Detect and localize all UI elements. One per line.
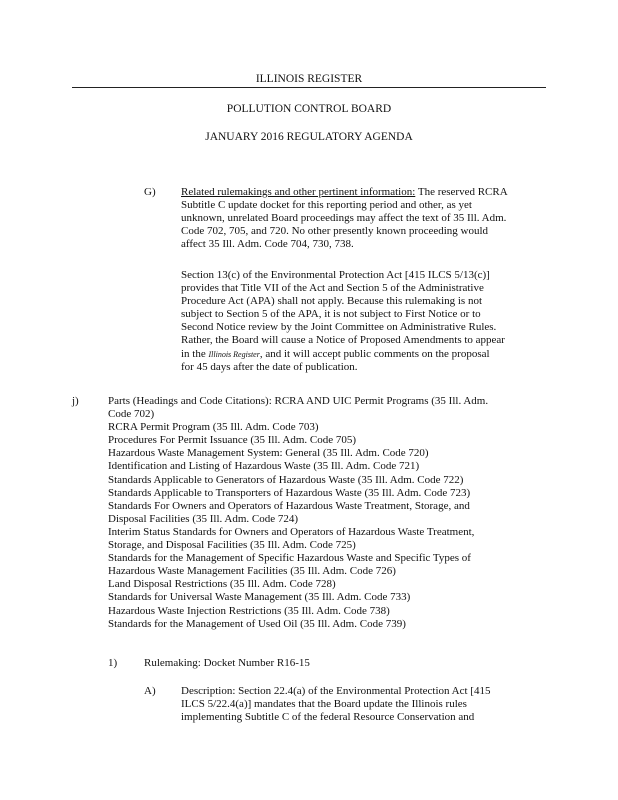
agenda-title: JANUARY 2016 REGULATORY AGENDA [205,131,413,143]
text-line: Standards Applicable to Transporters of Hazardous Waste (35 Ill. Adm. Code 723) [108,486,471,499]
text-line: Hazardous Waste Management Facilities (35 Ill. Adm. Code 726) [108,565,396,578]
text-line: implementing Subtitle C of the federal Resource Conservation and [181,711,475,724]
text-line: Disposal Facilities (35 Ill. Adm. Code 724) [108,512,299,525]
text-line: Hazardous Waste Injection Restrictions (35 Ill. Adm. Code 738) [108,604,390,617]
item-j-label: j) [72,395,79,407]
item-g-paragraph-1 [181,186,533,251]
text-line: for 45 days after the date of publication. [181,360,358,373]
text-line: RCRA Permit Program (35 Ill. Adm. Code 703) [108,421,319,434]
text-line: Identification and Listing of Hazardous Waste (35 Ill. Adm. Code 721) [108,460,420,473]
text-line: Code 702) [108,408,155,421]
item-a-description [181,685,533,724]
text-line: Standards For Owners and Operators of Hazardous Waste Treatment, Storage, and [108,499,470,512]
text-line: Procedure Act (APA) shall not apply. Because this rulemaking is not [181,295,483,308]
text-line: unknown, unrelated Board proceedings may affect the text of 35 Ill. Adm. [181,212,507,225]
italic-register-title: Illinois Register [208,349,260,359]
text-line: Parts (Headings and Code Citations): RCRA AND UIC Permit Programs (35 Ill. Adm. [108,395,489,407]
rulemaking-docket [144,657,310,670]
text-line: Standards for Universal Waste Management (35 Ill. Adm. Code 733) [108,591,411,604]
text-line: Second Notice review by the Joint Committee on Administrative Rules. [181,321,497,334]
text-line: Hazardous Waste Management System: General (35 Ill. Adm. Code 720) [108,447,429,460]
text-line: Code 702, 705, and 720. No other presently known proceeding would [181,225,489,238]
text-line: Rulemaking: Docket Number R16-15 [144,657,310,669]
text-line: provides that Title VII of the Act and Section 5 of the Administrative [181,282,484,295]
underlined-heading: Related rulemakings and other pertinent information: [181,186,416,198]
text-line: Rather, the Board will cause a Notice of Proposed Amendments to appear [181,334,505,347]
item-g-label: G) [144,186,156,198]
text-fragment: in the [181,347,206,360]
text-line [181,348,533,361]
text-line: subject to Section 5 of the APA, it is not subject to First Notice or to [181,308,481,321]
item-g-paragraph-2 [181,269,533,374]
text-line: Subtitle C update docket for this reporting period and other, as yet [181,199,472,212]
text-line: Standards for the Management of Used Oil (35 Ill. Adm. Code 739) [108,617,406,630]
register-title: ILLINOIS REGISTER [255,73,363,85]
text-fragment: , and it will accept public comments on the proposal [259,347,490,360]
item-j-parts-list [108,395,533,631]
text-line: Related rulemakings and other pertinent information: The reserved RCRA [181,186,508,198]
agency-title: POLLUTION CONTROL BOARD [226,103,392,115]
text-line: Standards for the Management of Specific Hazardous Waste and Specific Types of [108,552,471,565]
text-line: Interim Status Standards for Owners and Operators of Hazardous Waste Treatment, [108,525,475,538]
item-a-label: A) [144,685,156,697]
text-line: Land Disposal Restrictions (35 Ill. Adm. Code 728) [108,578,336,591]
text-line: Storage, and Disposal Facilities (35 Ill. Adm. Code 725) [108,539,356,552]
text-line: ILCS 5/22.4(a)] mandates that the Board update the Illinois rules [181,698,467,711]
item-1-label: 1) [108,657,118,669]
text-line: Description: Section 22.4(a) of the Environmental Protection Act [415 [181,685,491,697]
text-line: Section 13(c) of the Environmental Protection Act [415 ILCS 5/13(c)] [181,269,490,281]
text-line: Standards Applicable to Generators of Hazardous Waste (35 Ill. Adm. Code 722) [108,473,464,486]
text-line: affect 35 Ill. Adm. Code 704, 730, 738. [181,238,354,251]
header-rule [72,87,546,88]
text-line: Procedures For Permit Issuance (35 Ill. Adm. Code 705) [108,434,357,447]
